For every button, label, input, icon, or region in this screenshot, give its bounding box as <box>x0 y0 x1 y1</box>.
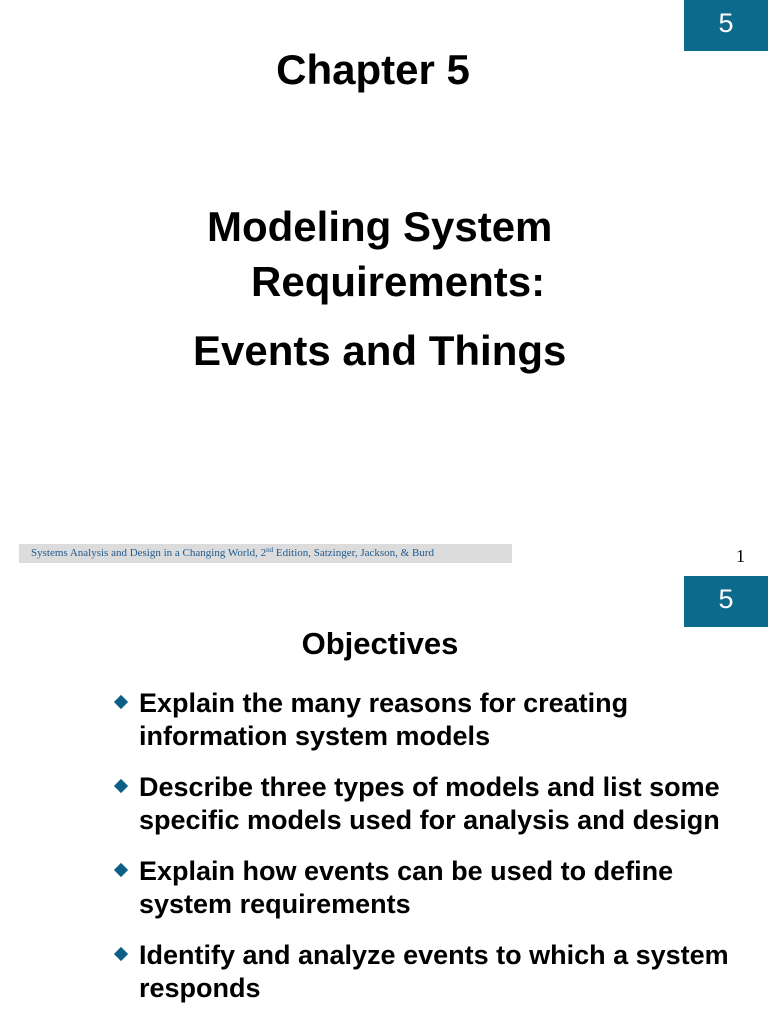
chapter-subtitle-line-2: Requirements: <box>251 258 546 305</box>
footer-citation-text: Systems Analysis and Design in a Changing World, 2 <box>31 547 267 559</box>
slide-2 <box>0 576 768 1024</box>
objective-item <box>112 939 752 1004</box>
chapter-number-badge: 5 <box>684 0 768 51</box>
footer-citation-text-end: Edition, Satzinger, Jackson, & Burd <box>273 547 434 559</box>
chapter-subtitle-line-3: Events and Things <box>193 327 567 374</box>
footer-citation <box>19 544 512 563</box>
chapter-title: Chapter 5 <box>276 46 470 93</box>
objective-item <box>112 855 752 920</box>
diamond-bullet-icon <box>114 779 128 793</box>
footer-citation-superscript: nd <box>266 546 274 554</box>
diamond-bullet-icon <box>114 695 128 709</box>
chapter-subtitle-line-1: Modeling System <box>207 203 553 250</box>
objective-text: Explain the many reasons for creating information system models <box>139 688 629 751</box>
objectives-title: Objectives <box>301 626 459 661</box>
objectives-list <box>112 687 752 1023</box>
objective-text: Describe three types of models and list some specific models used for analysis and design <box>139 772 720 835</box>
page-number: 1 <box>736 546 745 566</box>
diamond-bullet-icon <box>114 947 128 961</box>
objective-item <box>112 771 752 836</box>
diamond-bullet-icon <box>114 863 128 877</box>
objective-text: Explain how events can be used to define system requirements <box>139 856 674 919</box>
chapter-number-badge: 5 <box>684 576 768 627</box>
objective-item <box>112 687 752 752</box>
objective-text: Identify and analyze events to which a system responds <box>139 940 729 1003</box>
